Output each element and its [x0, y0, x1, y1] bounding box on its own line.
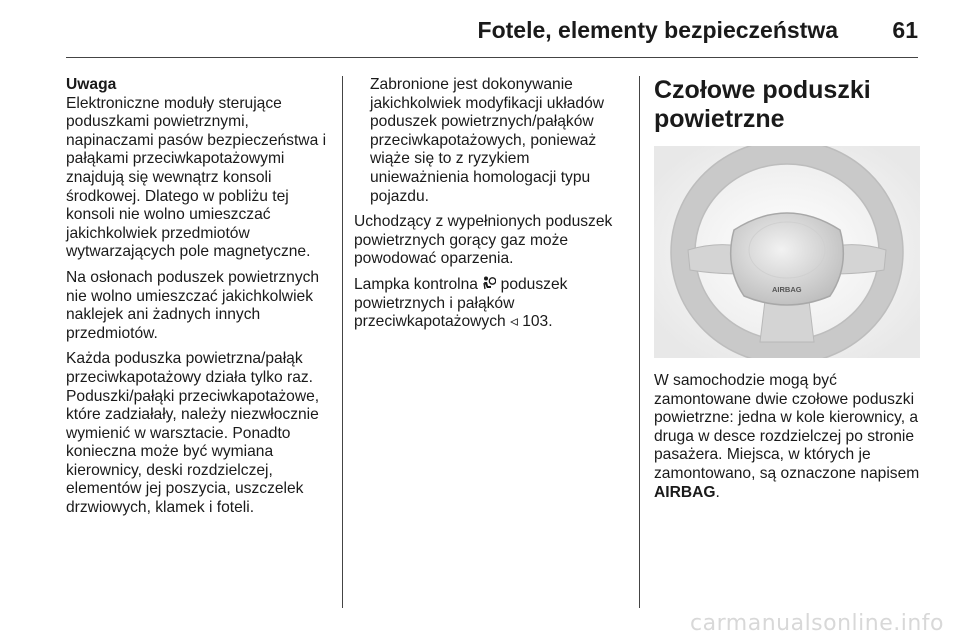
paragraph-warning-lamp	[354, 276, 630, 332]
lamp-text-after: poduszek powietrznych i pałąków przeciwkapotażowych	[354, 275, 568, 331]
page-header	[66, 0, 918, 60]
column-1	[66, 76, 338, 525]
paragraph-front-airbags	[654, 372, 926, 502]
steering-wheel-figure	[654, 146, 920, 358]
page-reference-icon[interactable]: ◃	[510, 313, 518, 331]
paragraph-hot-gas: Uchodzący z wypełnionych poduszek powietrznych gorący gaz może powodować oparzenia.	[354, 213, 613, 268]
paragraph-single-use: Każda poduszka powietrzna/pałąk przeciwkapotażowy działa tylko raz. Poduszki/pałąki przeciwkapotażowe, które zadziałały, należy niezwłocznie wymienić w warsztacie. Ponadto konieczna może być wymiana kierownicy, deski rozdzielczej, elementów jej poszycia, uszczelek drzwiowych, klamek i foteli.	[66, 350, 320, 517]
column-2	[354, 76, 630, 339]
page-reference-number[interactable]: 103.	[522, 313, 553, 331]
column-divider-1	[342, 76, 343, 608]
paragraph-magnetic: Elektroniczne moduły sterujące poduszkami powietrznymi, napinaczami pasów bezpieczeństwa i pałąkami przeciwkapotażowymi znajdują się wewnątrz konsoli środkowej. Dlatego w pobliżu tej konsoli nie wolno umieszczać jakichkolwiek przedmiotów wytwarzających pole magnetyczne.	[66, 94, 327, 261]
paragraph-modifications: Zabronione jest dokonywanie jakichkolwiek modyfikacji układów poduszek powietrznych/pałąków przeciwkapotażowych, ponieważ wiąże się to z ryzykiem unieważnienia homologacji typu pojazdu.	[370, 76, 604, 205]
column-3	[654, 76, 926, 509]
column-divider-2	[639, 76, 640, 608]
front-airbags-period: .	[715, 483, 720, 501]
header-divider	[66, 57, 918, 58]
watermark: carmanualsonline.info	[690, 611, 944, 636]
warning-label: Uwaga	[66, 76, 117, 93]
section-title: Czołowe poduszki powietrzne	[654, 76, 871, 133]
paragraph-stickers: Na osłonach poduszek powietrznych nie wolno umieszczać jakichkolwiek naklejek ani żadnych innych przedmiotów.	[66, 268, 320, 342]
airbag-bold-word: AIRBAG	[654, 483, 716, 501]
front-airbags-text: W samochodzie mogą być zamontowane dwie czołowe poduszki powietrzne: jedna w kole kierownicy, a druga w desce rozdzielczej po stronie pasażera. Miejsca, w których je zamontowano, są oznaczone napisem	[654, 372, 920, 482]
lamp-text-before: Lampka kontrolna	[354, 275, 478, 293]
page-number: 61	[892, 17, 918, 43]
airbag-warning-icon	[482, 276, 496, 291]
figure-airbag-label: AIRBAG	[772, 285, 802, 294]
header-title: Fotele, elementy bezpieczeństwa	[477, 17, 838, 43]
